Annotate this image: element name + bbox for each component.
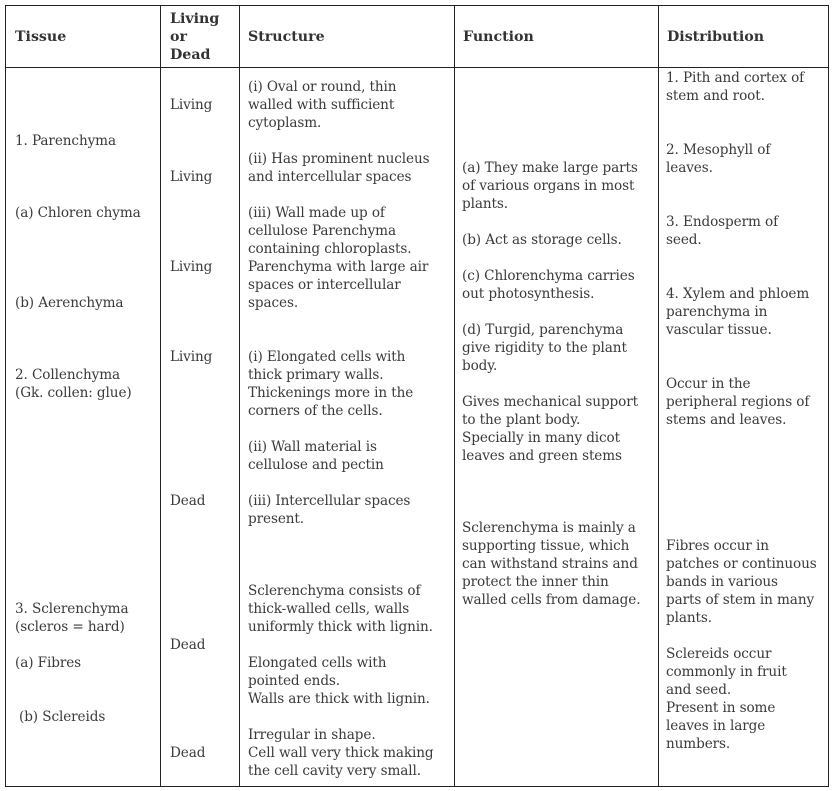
- header-structure: Structure: [248, 29, 325, 45]
- tissue-sclereids: (b) Sclereids: [19, 709, 106, 725]
- function-text: (d) Turgid, parenchyma give rigidity to the plant body.: [462, 322, 627, 374]
- distribution-text: 4. Xylem and phloem parenchyma in vascular tissue.: [666, 286, 810, 338]
- column-divider: [239, 5, 240, 787]
- column-divider: [658, 5, 659, 787]
- structure-text: Irregular in shape. Cell wall very thick making the cell cavity very small.: [248, 727, 434, 779]
- status-living: Living: [170, 349, 213, 365]
- structure-text: (iii) Intercellular spaces present.: [248, 493, 411, 527]
- distribution-text: 3. Endosperm of seed.: [666, 214, 779, 248]
- distribution-text: 1. Pith and cortex of stem and root.: [666, 70, 805, 104]
- distribution-text: 2. Mesophyll of leaves.: [666, 142, 771, 176]
- tissue-sclerenchyma: 3. Sclerenchyma (scleros = hard): [15, 601, 129, 635]
- structure-text: Sclerenchyma consists of thick-walled cells, walls uniformly thick with lignin.: [248, 583, 433, 635]
- status-dead: Dead: [170, 745, 206, 761]
- function-text: (a) They make large parts of various organs in most plants.: [462, 160, 638, 212]
- header-living-or-dead: Living or Dead: [170, 11, 220, 63]
- status-living: Living: [170, 169, 213, 185]
- function-text: Gives mechanical support to the plant body. Specially in many dicot leaves and green stems: [462, 394, 639, 464]
- function-text: Sclerenchyma is mainly a supporting tissue, which can withstand strains and protect the inner thin walled cells from damage.: [462, 520, 641, 608]
- distribution-text: Sclereids occur commonly in fruit and seed. Present in some leaves in large numbers.: [666, 646, 787, 752]
- tissue-fibres: (a) Fibres: [15, 655, 82, 671]
- tissue-collenchyma: 2. Collenchyma (Gk. collen: glue): [15, 367, 132, 401]
- column-divider: [160, 5, 161, 787]
- distribution-text: Occur in the peripheral regions of stems and leaves.: [666, 376, 810, 428]
- status-dead: Dead: [170, 637, 206, 653]
- structure-text: Elongated cells with pointed ends. Walls are thick with lignin.: [248, 655, 430, 707]
- distribution-text: Fibres occur in patches or continuous bands in various parts of stem in many plants.: [666, 538, 817, 626]
- tissue-chlorenchyma: (a) Chloren chyma: [15, 205, 141, 221]
- structure-text: (iii) Wall made up of cellulose Parenchyma containing chloroplasts. Parenchyma with large air spaces or intercellular spaces.: [248, 205, 429, 311]
- status-living: Living: [170, 97, 213, 113]
- structure-text: (i) Oval or round, thin walled with sufficient cytoplasm.: [248, 79, 397, 131]
- structure-text: (i) Elongated cells with thick primary walls. Thickenings more in the corners of the cells.: [248, 349, 414, 419]
- function-text: (b) Act as storage cells.: [462, 232, 622, 248]
- status-living: Living: [170, 259, 213, 275]
- structure-text: (ii) Wall material is cellulose and pectin: [248, 439, 384, 473]
- function-text: (c) Chlorenchyma carries out photosynthesis.: [462, 268, 635, 302]
- structure-text: (ii) Has prominent nucleus and intercellular spaces: [248, 151, 430, 185]
- tissue-parenchyma: 1. Parenchyma: [15, 133, 116, 149]
- header-tissue: Tissue: [15, 29, 67, 45]
- header-divider: [5, 67, 829, 68]
- header-distribution: Distribution: [667, 29, 765, 45]
- status-dead: Dead: [170, 493, 206, 509]
- column-divider: [454, 5, 455, 787]
- tissue-aerenchyma: (b) Aerenchyma: [15, 295, 124, 311]
- header-function: Function: [463, 29, 534, 45]
